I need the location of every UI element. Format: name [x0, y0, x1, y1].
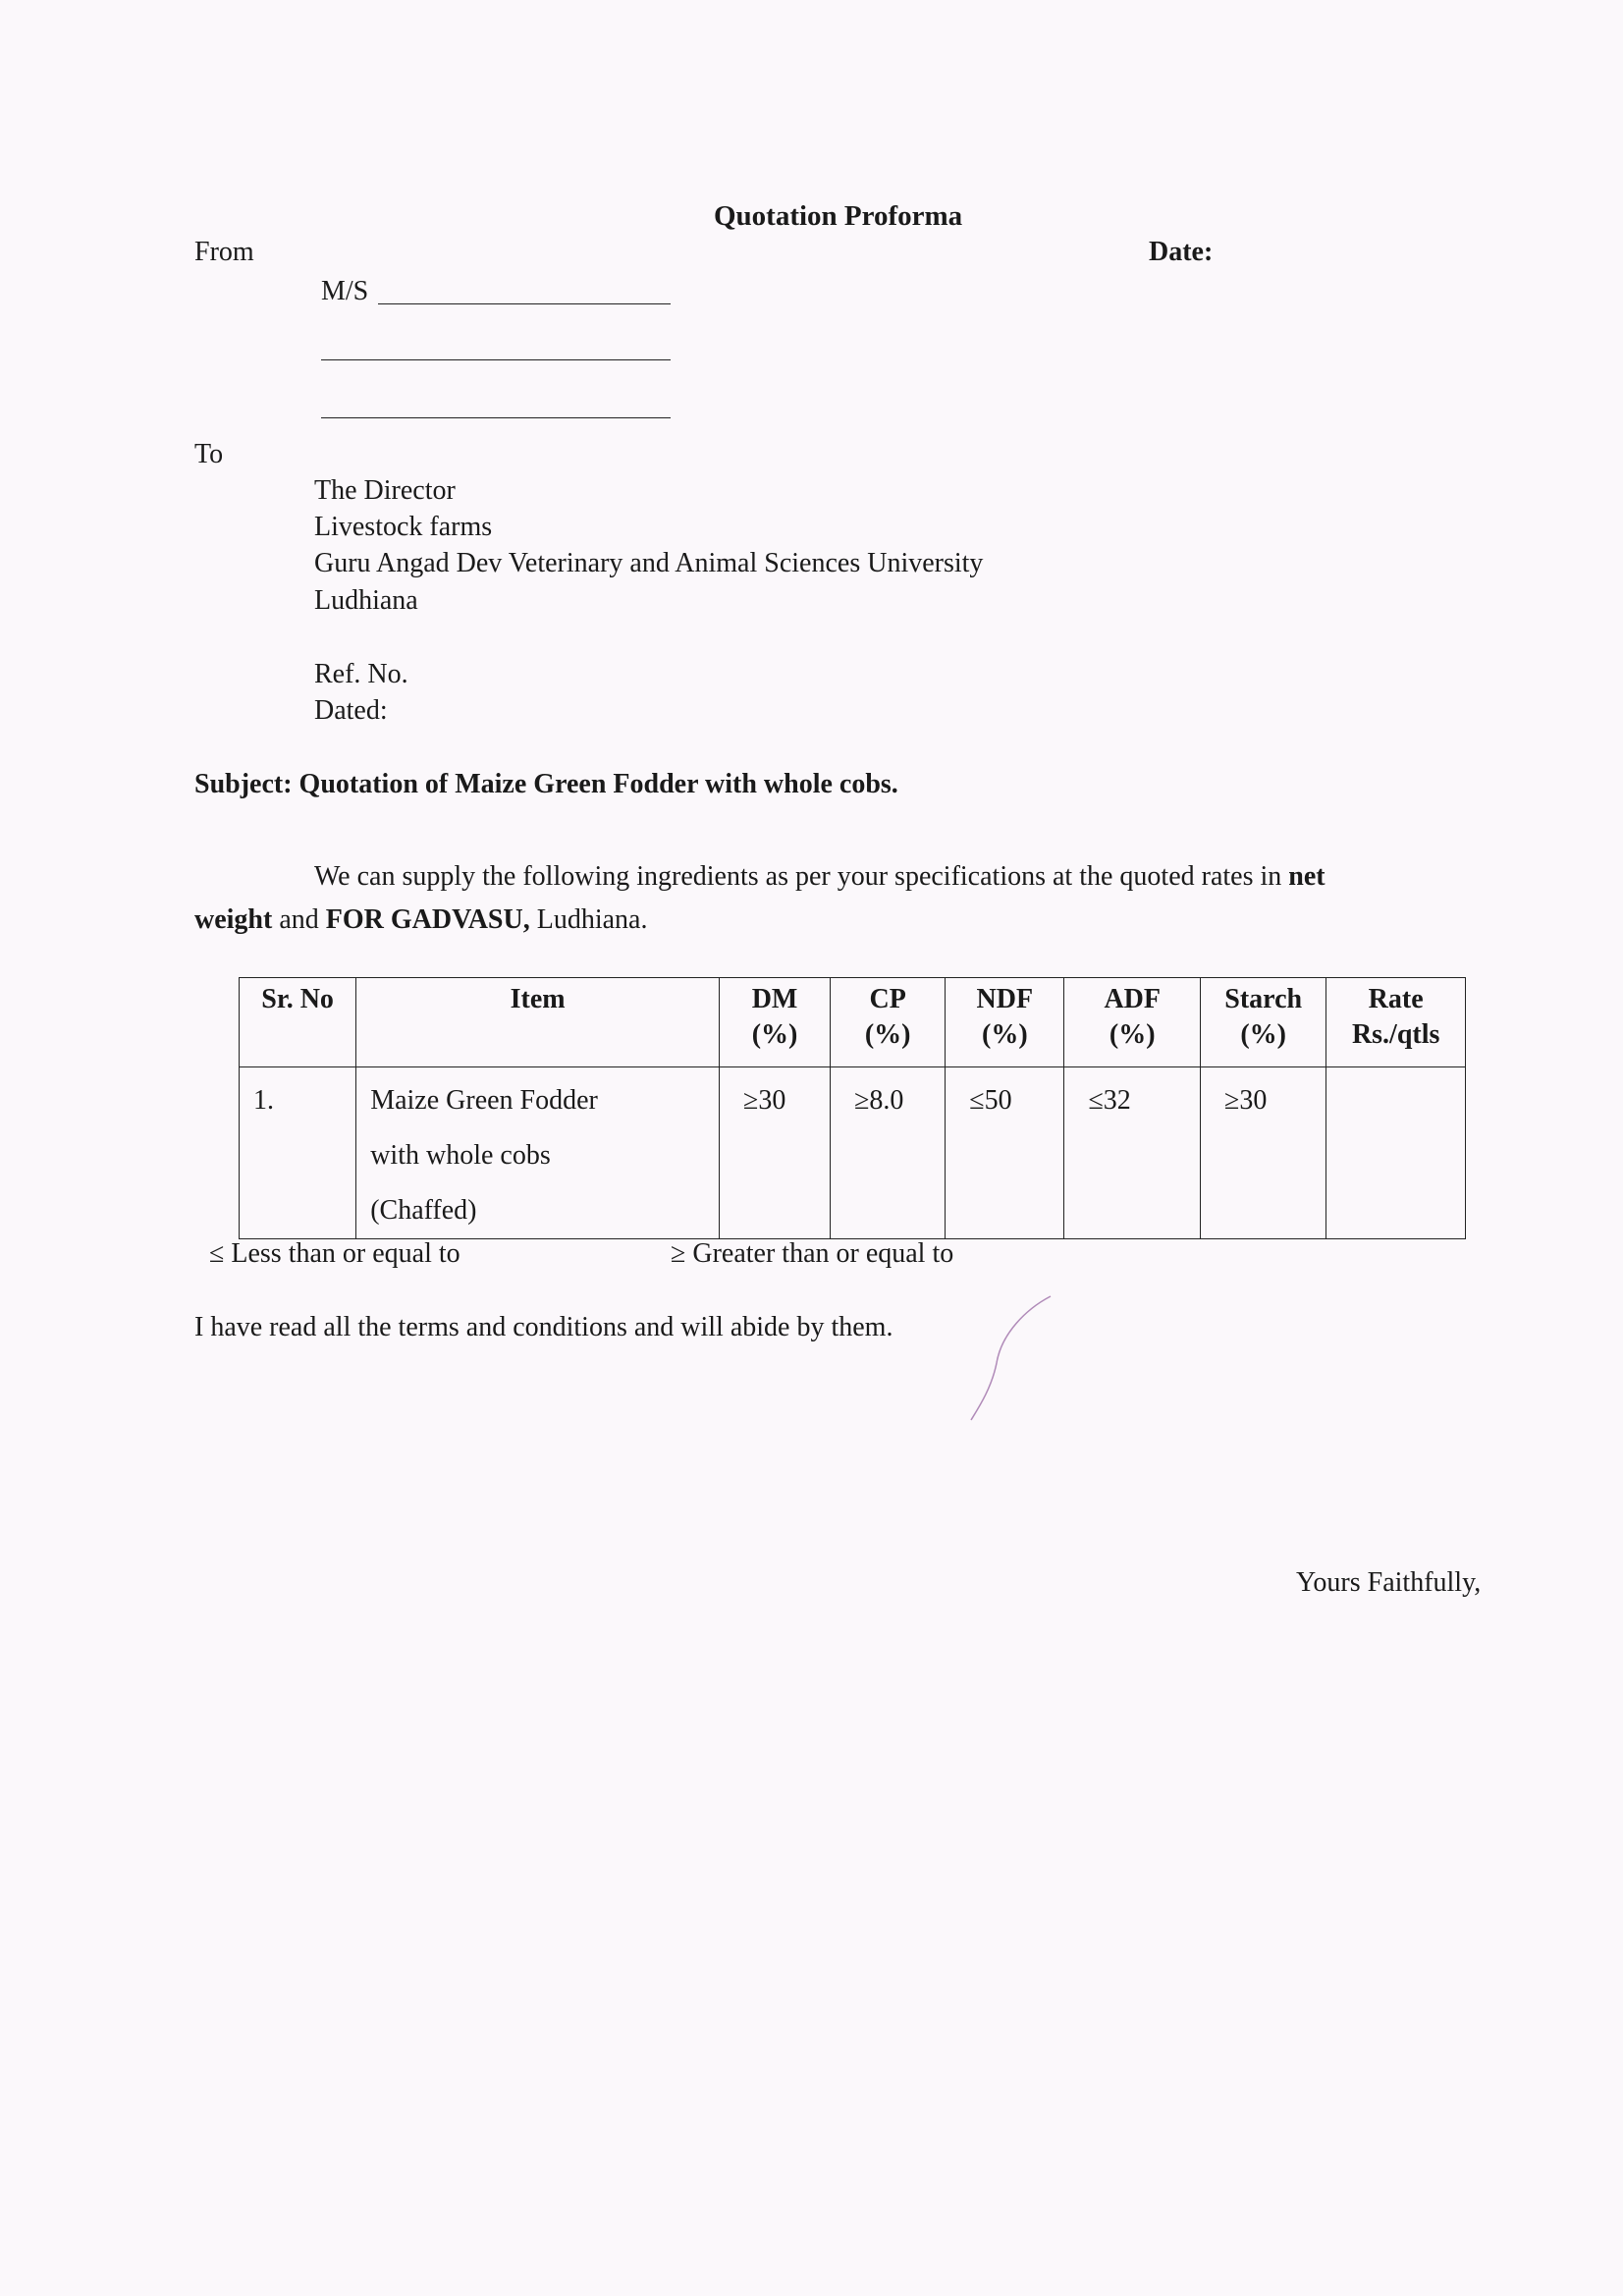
cell-adf: ≤32 — [1064, 1067, 1201, 1239]
header-cp: CP (%) — [831, 978, 946, 1067]
body-bold-for-gadvasu: FOR GADVASU, — [325, 904, 530, 935]
header-adf: ADF (%) — [1064, 978, 1201, 1067]
cell-sr-no: 1. — [240, 1067, 356, 1239]
header-sr-no: Sr. No — [240, 978, 356, 1067]
pen-mark — [967, 1294, 1055, 1422]
specification-table — [239, 977, 1466, 1239]
body-text-2: and — [272, 904, 326, 935]
recipient-line-3: Guru Angad Dev Veterinary and Animal Sciences University — [314, 548, 984, 578]
table-header-row — [240, 978, 1466, 1067]
body-text-3: Ludhiana. — [529, 904, 648, 935]
header-item: Item — [356, 978, 720, 1067]
header-dm: DM (%) — [719, 978, 830, 1067]
ref-no-label: Ref. No. — [314, 659, 408, 689]
recipient-line-1: The Director — [314, 475, 456, 506]
body-bold-net: net — [1288, 861, 1325, 892]
body-bold-weight: weight — [194, 904, 273, 935]
cell-dm: ≥30 — [719, 1067, 830, 1239]
item-line-3: (Chaffed) — [370, 1195, 477, 1226]
declaration-text: I have read all the terms and conditions and will abide by them. — [194, 1312, 893, 1342]
ms-label: M/S — [321, 276, 369, 306]
cell-item — [356, 1067, 720, 1239]
recipient-line-2: Livestock farms — [314, 512, 493, 542]
item-line-2: with whole cobs — [370, 1140, 551, 1171]
table-row — [240, 1067, 1466, 1239]
body-paragraph-line-1 — [314, 860, 1325, 894]
to-label: To — [194, 439, 224, 469]
cell-rate[interactable] — [1326, 1067, 1466, 1239]
ms-line-2 — [321, 359, 671, 360]
cell-cp: ≥8.0 — [831, 1067, 946, 1239]
from-label: From — [194, 237, 254, 267]
document-title: Quotation Proforma — [714, 200, 963, 232]
legend-less-than: ≤ Less than or equal to — [209, 1238, 460, 1269]
ms-line-3 — [321, 417, 671, 418]
legend-greater-than: ≥ Greater than or equal to — [671, 1238, 954, 1269]
cell-ndf: ≤50 — [946, 1067, 1064, 1239]
item-line-1: Maize Green Fodder — [370, 1085, 598, 1116]
header-starch: Starch (%) — [1200, 978, 1325, 1067]
ms-line-1 — [378, 303, 671, 304]
cell-starch: ≥30 — [1200, 1067, 1325, 1239]
body-text-1: We can supply the following ingredients as per your specifications at the quoted rates in — [314, 861, 1289, 892]
subject-line: Subject: Quotation of Maize Green Fodder with whole cobs. — [194, 769, 898, 799]
header-rate: Rate Rs./qtls — [1326, 978, 1466, 1067]
body-paragraph-line-2 — [194, 903, 647, 937]
recipient-line-4: Ludhiana — [314, 585, 418, 616]
closing-text: Yours Faithfully, — [1296, 1567, 1482, 1598]
dated-label: Dated: — [314, 695, 388, 726]
header-ndf: NDF (%) — [946, 978, 1064, 1067]
date-label: Date: — [1149, 237, 1214, 267]
